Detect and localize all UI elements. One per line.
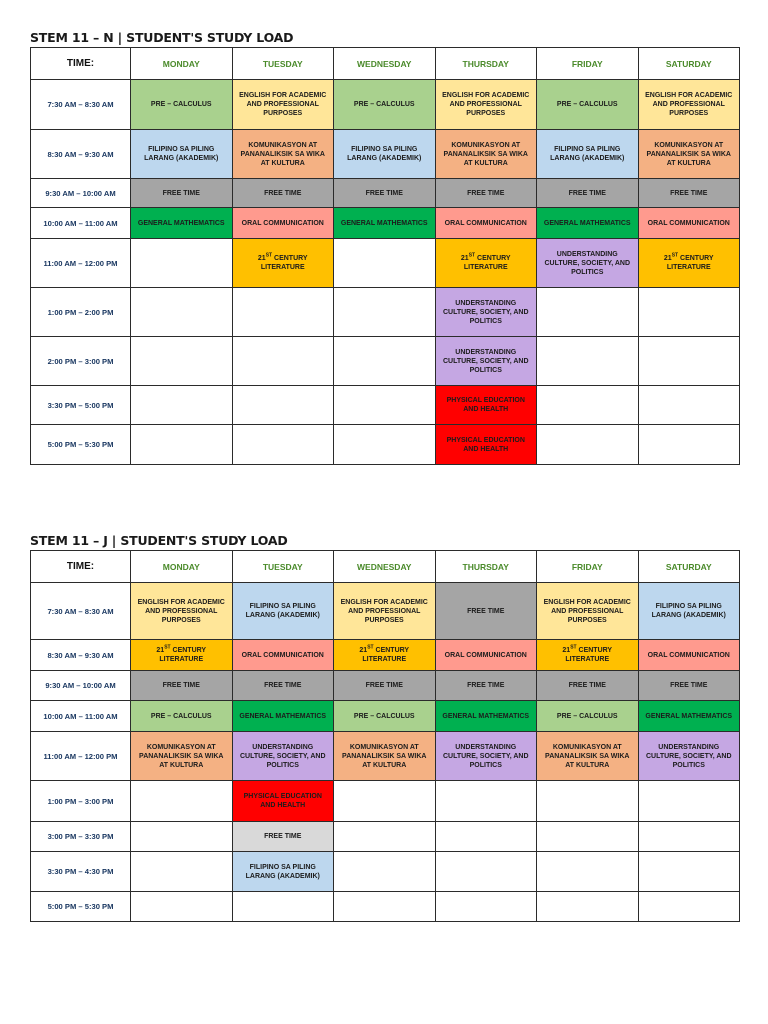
empty-cell <box>232 892 334 922</box>
time-slot: 8:30 AM – 9:30 AM <box>31 130 131 179</box>
subject-cell-fil: FILIPINO SA PILING LARANG (AKADEMIK) <box>537 130 639 179</box>
empty-cell <box>334 822 436 852</box>
schedule-stem-11-j <box>30 531 739 922</box>
empty-cell <box>334 852 436 892</box>
time-slot: 7:30 AM – 8:30 AM <box>31 80 131 130</box>
time-slot: 1:00 PM – 3:00 PM <box>31 781 131 822</box>
schedule-row <box>31 425 740 465</box>
subject-cell-eapp: ENGLISH FOR ACADEMIC AND PROFESSIONAL PURPOSES <box>638 80 740 130</box>
subject-cell-eapp: ENGLISH FOR ACADEMIC AND PROFESSIONAL PURPOSES <box>537 583 639 640</box>
subject-cell-kom: KOMUNIKASYON AT PANANALIKSIK SA WIKA AT KULTURA <box>638 130 740 179</box>
subject-cell-free: FREE TIME <box>638 671 740 701</box>
empty-cell <box>131 852 233 892</box>
subject-cell-genmath: GENERAL MATHEMATICS <box>131 208 233 239</box>
empty-cell <box>131 822 233 852</box>
empty-cell <box>537 822 639 852</box>
schedule-row <box>31 130 740 179</box>
empty-cell <box>131 781 233 822</box>
subject-cell-oral: ORAL COMMUNICATION <box>232 640 334 671</box>
time-slot: 9:30 AM – 10:00 AM <box>31 179 131 208</box>
schedule-row <box>31 732 740 781</box>
schedule-title: STEM 11 – N | STUDENT'S STUDY LOAD <box>30 30 294 45</box>
subject-cell-free: FREE TIME <box>131 671 233 701</box>
schedule-row <box>31 781 740 822</box>
subject-cell-genmath: GENERAL MATHEMATICS <box>232 701 334 732</box>
empty-cell <box>638 822 740 852</box>
empty-cell <box>638 781 740 822</box>
empty-cell <box>537 892 639 922</box>
day-header-monday: MONDAY <box>131 551 233 583</box>
subject-cell-oral: ORAL COMMUNICATION <box>638 208 740 239</box>
subject-cell-genmath: GENERAL MATHEMATICS <box>638 701 740 732</box>
header-row <box>31 551 740 583</box>
empty-cell <box>435 852 537 892</box>
empty-cell <box>232 386 334 425</box>
time-slot: 5:00 PM – 5:30 PM <box>31 892 131 922</box>
empty-cell <box>537 781 639 822</box>
schedule-row <box>31 671 740 701</box>
time-slot: 5:00 PM – 5:30 PM <box>31 425 131 465</box>
subject-cell-fil: FILIPINO SA PILING LARANG (AKADEMIK) <box>131 130 233 179</box>
empty-cell <box>537 337 639 386</box>
empty-cell <box>537 425 639 465</box>
day-header-tuesday: TUESDAY <box>232 48 334 80</box>
subject-cell-calc: PRE – CALCULUS <box>131 80 233 130</box>
empty-cell <box>131 386 233 425</box>
day-header-saturday: SATURDAY <box>638 551 740 583</box>
empty-cell <box>131 288 233 337</box>
subject-cell-ucsp: UNDERSTANDING CULTURE, SOCIETY, AND POLITICS <box>537 239 639 288</box>
time-slot: 3:30 PM – 5:00 PM <box>31 386 131 425</box>
schedule-stem-11-n <box>30 28 739 465</box>
subject-cell-pe: PHYSICAL EDUCATION AND HEALTH <box>232 781 334 822</box>
day-header-thursday: THURSDAY <box>435 551 537 583</box>
subject-cell-kom: KOMUNIKASYON AT PANANALIKSIK SA WIKA AT KULTURA <box>537 732 639 781</box>
schedule-row <box>31 239 740 288</box>
subject-cell-lit: 21ST CENTURY LITERATURE <box>131 640 233 671</box>
day-header-tuesday: TUESDAY <box>232 551 334 583</box>
empty-cell <box>537 288 639 337</box>
schedule-row <box>31 386 740 425</box>
subject-cell-oral: ORAL COMMUNICATION <box>638 640 740 671</box>
time-slot: 3:00 PM – 3:30 PM <box>31 822 131 852</box>
subject-cell-pe: PHYSICAL EDUCATION AND HEALTH <box>435 425 537 465</box>
subject-cell-eapp: ENGLISH FOR ACADEMIC AND PROFESSIONAL PURPOSES <box>232 80 334 130</box>
subject-cell-kom: KOMUNIKASYON AT PANANALIKSIK SA WIKA AT KULTURA <box>131 732 233 781</box>
empty-cell <box>232 337 334 386</box>
subject-cell-oral: ORAL COMMUNICATION <box>435 208 537 239</box>
empty-cell <box>638 425 740 465</box>
day-header-saturday: SATURDAY <box>638 48 740 80</box>
schedule-row <box>31 288 740 337</box>
subject-cell-fil: FILIPINO SA PILING LARANG (AKADEMIK) <box>232 852 334 892</box>
subject-cell-pe: PHYSICAL EDUCATION AND HEALTH <box>435 386 537 425</box>
empty-cell <box>638 337 740 386</box>
day-header-wednesday: WEDNESDAY <box>334 551 436 583</box>
subject-cell-free-light: FREE TIME <box>232 822 334 852</box>
schedule-row <box>31 822 740 852</box>
schedule-title: STEM 11 – J | STUDENT'S STUDY LOAD <box>30 533 288 548</box>
time-slot: 1:00 PM – 2:00 PM <box>31 288 131 337</box>
empty-cell <box>638 386 740 425</box>
subject-cell-calc: PRE – CALCULUS <box>131 701 233 732</box>
day-header-monday: MONDAY <box>131 48 233 80</box>
subject-cell-ucsp: UNDERSTANDING CULTURE, SOCIETY, AND POLITICS <box>638 732 740 781</box>
schedule-row <box>31 337 740 386</box>
empty-cell <box>638 892 740 922</box>
subject-cell-eapp: ENGLISH FOR ACADEMIC AND PROFESSIONAL PURPOSES <box>131 583 233 640</box>
subject-cell-genmath: GENERAL MATHEMATICS <box>334 208 436 239</box>
time-column-header: TIME: <box>31 48 131 80</box>
time-slot: 10:00 AM – 11:00 AM <box>31 701 131 732</box>
subject-cell-genmath: GENERAL MATHEMATICS <box>435 701 537 732</box>
subject-cell-eapp: ENGLISH FOR ACADEMIC AND PROFESSIONAL PURPOSES <box>334 583 436 640</box>
empty-cell <box>334 425 436 465</box>
subject-cell-free: FREE TIME <box>131 179 233 208</box>
subject-cell-genmath: GENERAL MATHEMATICS <box>537 208 639 239</box>
empty-cell <box>435 822 537 852</box>
schedule-table <box>30 47 740 465</box>
subject-cell-calc: PRE – CALCULUS <box>334 80 436 130</box>
schedule-row <box>31 80 740 130</box>
empty-cell <box>232 425 334 465</box>
subject-cell-lit: 21ST CENTURY LITERATURE <box>435 239 537 288</box>
time-slot: 9:30 AM – 10:00 AM <box>31 671 131 701</box>
subject-cell-kom: KOMUNIKASYON AT PANANALIKSIK SA WIKA AT KULTURA <box>232 130 334 179</box>
empty-cell <box>638 852 740 892</box>
day-header-friday: FRIDAY <box>537 48 639 80</box>
empty-cell <box>334 892 436 922</box>
subject-cell-free: FREE TIME <box>537 671 639 701</box>
day-header-friday: FRIDAY <box>537 551 639 583</box>
subject-cell-calc: PRE – CALCULUS <box>537 80 639 130</box>
day-header-thursday: THURSDAY <box>435 48 537 80</box>
day-header-wednesday: WEDNESDAY <box>334 48 436 80</box>
subject-cell-calc: PRE – CALCULUS <box>537 701 639 732</box>
empty-cell <box>638 288 740 337</box>
schedule-table <box>30 550 740 922</box>
schedule-row <box>31 892 740 922</box>
empty-cell <box>435 781 537 822</box>
subject-cell-fil: FILIPINO SA PILING LARANG (AKADEMIK) <box>334 130 436 179</box>
subject-cell-oral: ORAL COMMUNICATION <box>232 208 334 239</box>
time-slot: 10:00 AM – 11:00 AM <box>31 208 131 239</box>
subject-cell-calc: PRE – CALCULUS <box>334 701 436 732</box>
subject-cell-free: FREE TIME <box>638 179 740 208</box>
time-slot: 11:00 AM – 12:00 PM <box>31 732 131 781</box>
subject-cell-fil: FILIPINO SA PILING LARANG (AKADEMIK) <box>232 583 334 640</box>
subject-cell-free: FREE TIME <box>435 583 537 640</box>
subject-cell-oral: ORAL COMMUNICATION <box>435 640 537 671</box>
time-slot: 11:00 AM – 12:00 PM <box>31 239 131 288</box>
empty-cell <box>334 781 436 822</box>
empty-cell <box>334 288 436 337</box>
subject-cell-free: FREE TIME <box>435 179 537 208</box>
empty-cell <box>334 386 436 425</box>
empty-cell <box>435 892 537 922</box>
time-slot: 3:30 PM – 4:30 PM <box>31 852 131 892</box>
subject-cell-free: FREE TIME <box>435 671 537 701</box>
subject-cell-kom: KOMUNIKASYON AT PANANALIKSIK SA WIKA AT KULTURA <box>334 732 436 781</box>
subject-cell-ucsp: UNDERSTANDING CULTURE, SOCIETY, AND POLITICS <box>435 288 537 337</box>
schedule-row <box>31 640 740 671</box>
subject-cell-free: FREE TIME <box>232 179 334 208</box>
subject-cell-free: FREE TIME <box>334 179 436 208</box>
time-slot: 8:30 AM – 9:30 AM <box>31 640 131 671</box>
subject-cell-lit: 21ST CENTURY LITERATURE <box>537 640 639 671</box>
subject-cell-lit: 21ST CENTURY LITERATURE <box>638 239 740 288</box>
subject-cell-ucsp: UNDERSTANDING CULTURE, SOCIETY, AND POLITICS <box>435 732 537 781</box>
empty-cell <box>334 337 436 386</box>
empty-cell <box>131 337 233 386</box>
schedule-row <box>31 179 740 208</box>
subject-cell-lit: 21ST CENTURY LITERATURE <box>334 640 436 671</box>
subject-cell-kom: KOMUNIKASYON AT PANANALIKSIK SA WIKA AT KULTURA <box>435 130 537 179</box>
empty-cell <box>537 386 639 425</box>
empty-cell <box>232 288 334 337</box>
time-slot: 2:00 PM – 3:00 PM <box>31 337 131 386</box>
empty-cell <box>334 239 436 288</box>
schedule-row <box>31 583 740 640</box>
subject-cell-ucsp: UNDERSTANDING CULTURE, SOCIETY, AND POLITICS <box>232 732 334 781</box>
subject-cell-eapp: ENGLISH FOR ACADEMIC AND PROFESSIONAL PURPOSES <box>435 80 537 130</box>
subject-cell-lit: 21ST CENTURY LITERATURE <box>232 239 334 288</box>
empty-cell <box>131 239 233 288</box>
subject-cell-free: FREE TIME <box>232 671 334 701</box>
subject-cell-ucsp: UNDERSTANDING CULTURE, SOCIETY, AND POLITICS <box>435 337 537 386</box>
time-slot: 7:30 AM – 8:30 AM <box>31 583 131 640</box>
time-column-header: TIME: <box>31 551 131 583</box>
schedule-row <box>31 701 740 732</box>
empty-cell <box>131 425 233 465</box>
subject-cell-free: FREE TIME <box>537 179 639 208</box>
schedule-row <box>31 208 740 239</box>
empty-cell <box>131 892 233 922</box>
subject-cell-fil: FILIPINO SA PILING LARANG (AKADEMIK) <box>638 583 740 640</box>
header-row <box>31 48 740 80</box>
schedule-row <box>31 852 740 892</box>
empty-cell <box>537 852 639 892</box>
subject-cell-free: FREE TIME <box>334 671 436 701</box>
